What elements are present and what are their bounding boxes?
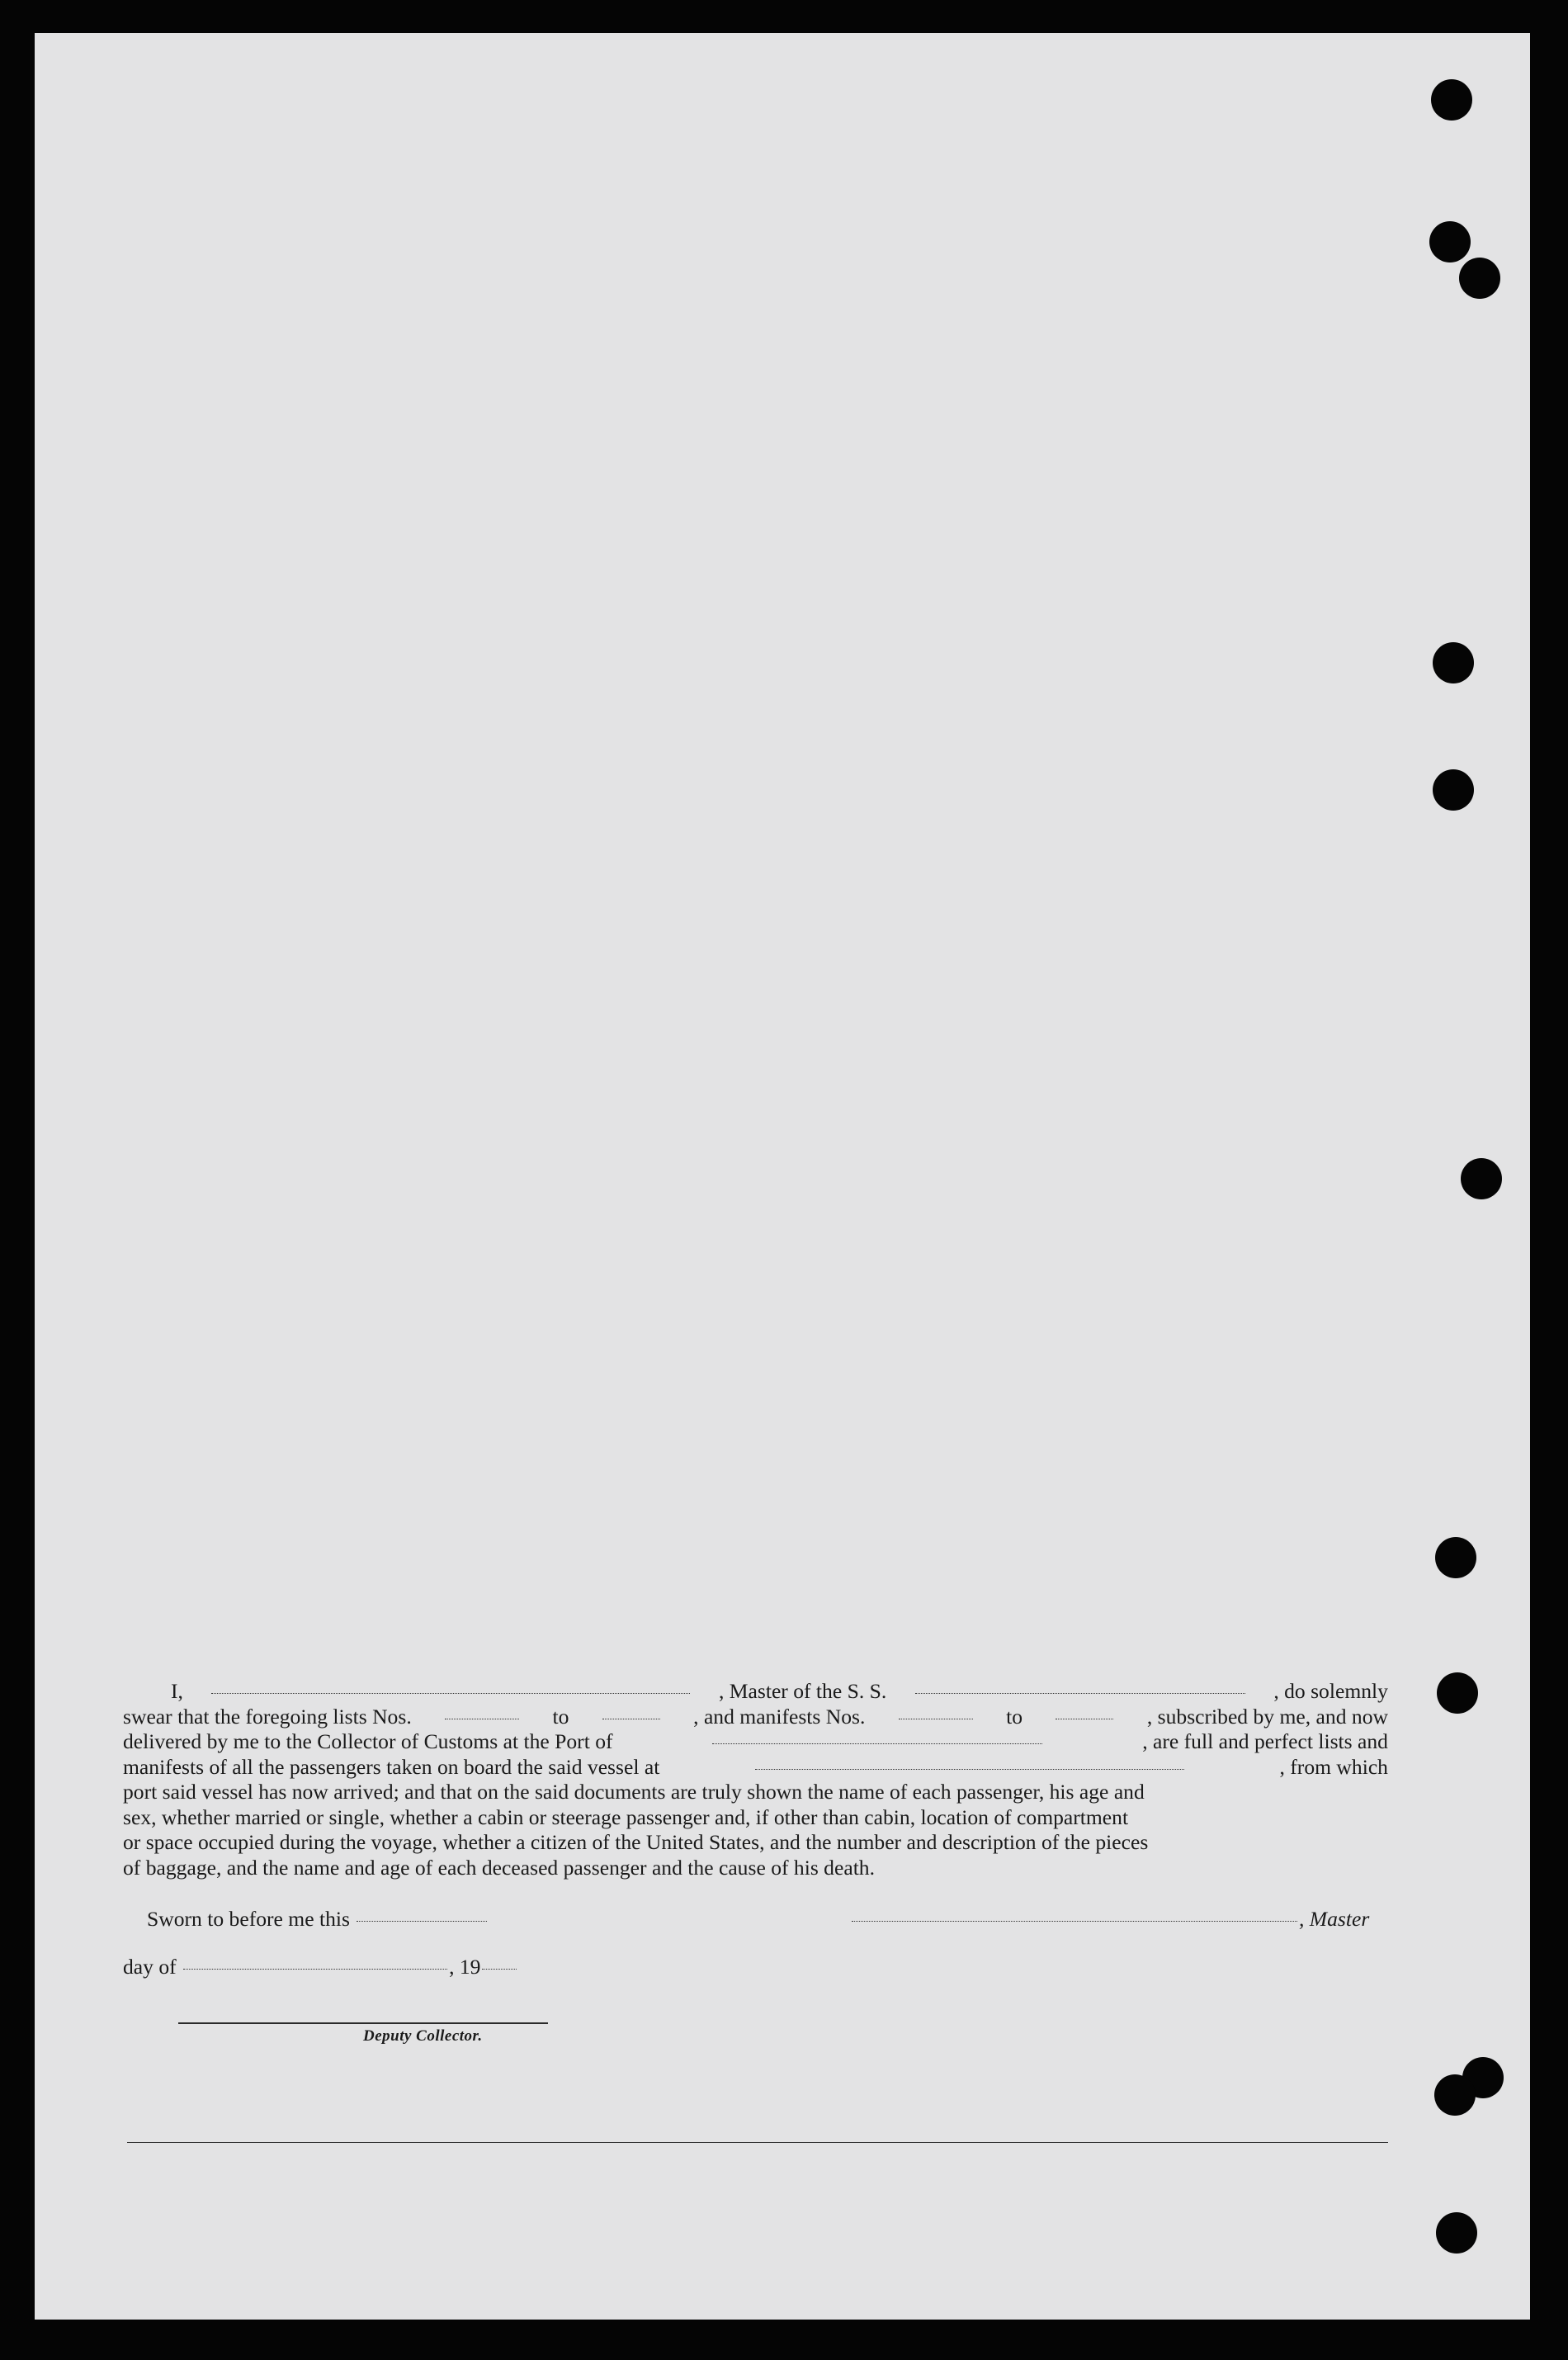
lists-to-field[interactable]: [602, 1718, 660, 1719]
deputy-signature-line[interactable]: [178, 2022, 548, 2024]
master-name-field[interactable]: [211, 1692, 690, 1694]
punch-hole: [1433, 642, 1474, 683]
manifests-from-field[interactable]: [899, 1718, 973, 1719]
lists-from-field[interactable]: [445, 1718, 519, 1719]
ship-name-field[interactable]: [915, 1692, 1245, 1694]
oath-line: delivered by me to the Collector of Customs at the Port of , are full and perfect lists and: [123, 1729, 1388, 1753]
day-of-line: day of , 19: [123, 1955, 518, 1979]
punch-hole: [1433, 769, 1474, 811]
port-field[interactable]: [712, 1743, 1042, 1744]
oath-line: swear that the foregoing lists Nos. to , and manifests Nos. to , subscribed by me, and now: [123, 1704, 1388, 1729]
oath-line: port said vessel has now arrived; and that on the said documents are truly shown the name of each passenger, his age and: [123, 1780, 1145, 1804]
punch-hole: [1436, 2212, 1477, 2254]
oath-line: sex, whether married or single, whether a cabin or steerage passenger and, if other than cabin, location of compartment: [123, 1804, 1129, 1829]
day-of-field[interactable]: [183, 1968, 447, 1970]
punch-hole: [1431, 79, 1472, 121]
sworn-date-field[interactable]: [357, 1920, 487, 1922]
bottom-rule: [127, 2142, 1388, 2143]
year-field[interactable]: [482, 1968, 517, 1970]
oath-line: or space occupied during the voyage, whether a citizen of the United States, and the number and description of the pieces: [123, 1830, 1149, 1854]
master-signature-field[interactable]: [852, 1920, 1297, 1922]
punch-hole: [1437, 1672, 1478, 1714]
departure-port-field[interactable]: [755, 1768, 1184, 1770]
punch-hole: [1435, 1537, 1476, 1578]
oath-line: I, , Master of the S. S. , do solemnly: [171, 1679, 1388, 1703]
master-signature: , Master: [850, 1907, 1369, 1932]
punch-hole: [1459, 258, 1500, 299]
punch-hole: [1434, 2074, 1476, 2116]
punch-hole: [1429, 221, 1471, 262]
oath-line: manifests of all the passengers taken on board the said vessel at , from which: [123, 1754, 1388, 1779]
manifests-to-field[interactable]: [1056, 1718, 1113, 1719]
sworn-line: Sworn to before me this: [147, 1907, 489, 1932]
oath-line: of baggage, and the name and age of each deceased passenger and the cause of his death.: [123, 1855, 876, 1880]
master-oath: [123, 1679, 1388, 1880]
deputy-collector-label: Deputy Collector.: [363, 2027, 483, 2045]
punch-hole: [1461, 1158, 1502, 1199]
